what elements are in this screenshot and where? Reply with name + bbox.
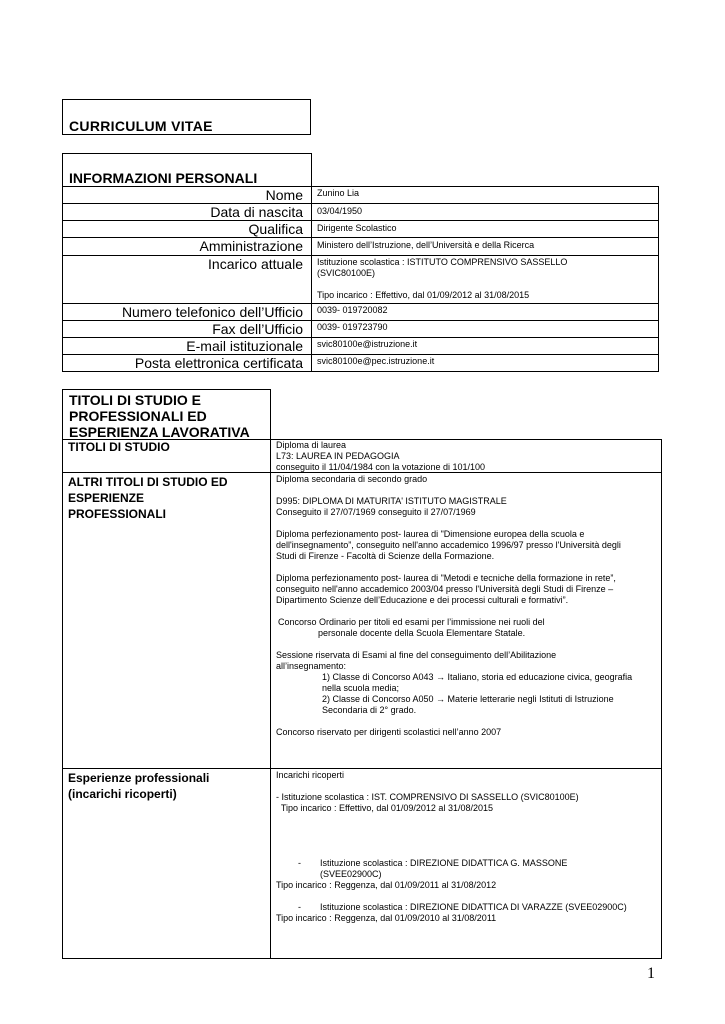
value-amministrazione: Ministero dell’Istruzione, dell’Università e della Ricerca [317,240,535,250]
label-fax: Fax dell’Ufficio [212,321,303,337]
personal-section-title: INFORMAZIONI PERSONALI [69,170,258,186]
page-number: 1 [647,965,655,982]
value-qualifica: Dirigente Scolastico [317,223,397,233]
titoli-studio-content: Diploma di laurea L73: LAUREA IN PEDAGOGIA conseguito il 11/04/1984 con la votazione di 101/100 [276,440,485,472]
value-fax: 0039- 019723790 [317,322,388,332]
label-qualifica: Qualifica [248,221,303,237]
titles-table-divider [270,439,271,959]
altri-titoli-label: ALTRI TITOLI DI STUDIO ED ESPERIENZE PROFESSIONALI [68,475,228,521]
value-data-nascita: 03/04/1950 [317,206,363,216]
altri-titoli-content: Diploma secondaria di secondo grado D995: DIPLOMA DI MATURITA' ISTITUTO MAGISTRALE Conseguito il 27/07/1969 conseguito il 27/07/1969 Diploma perfezionamento post- laurea di "Dimensione europea della scuola e dell'insegnamento”, conseguito nell'anno accademico 1996/97 presso l'Università degli Studi di Firenze - Facoltà di Scienze della Formazione. Diploma perfezionamento post- laurea di "Metodi e tecniche della formazione in rete”, conseguito nell'anno accademico 2003/04 presso l'Università degli Studi di Firenze – Dipartimento Scienze dell’Educazione e dei processi culturali e formativi”. Concorso Ordinario per titoli ed esami per l’immissione nei ruoli del personale docente della Scuola Elementare Statale. Sessione riservata di Esami al fine del conseguimento dell’Abilitazione all’insegnamento: 1) Classe di Concorso A043 → Italiano, storia ed educazione civica, geografia nella scuola media; 2) Classe di Concorso A050 → Materie letterarie negli Istituti di Istruzione Secondaria di 2° grado. Concorso riservato per dirigenti scolastici nell’anno 2007 [276,474,633,737]
value-nome: Zunino Lia [317,188,360,198]
value-email: svic80100e@istruzione.it [317,339,418,349]
value-incarico-attuale: Istituzione scolastica : ISTITUTO COMPRENSIVO SASSELLO (SVIC80100E) Tipo incarico : Effettivo, dal 01/09/2012 al 31/08/2015 [317,257,568,300]
titoli-studio-label: TITOLI DI STUDIO [68,440,170,454]
value-pec: svic80100e@pec.istruzione.it [317,356,435,366]
label-amministrazione: Amministrazione [199,238,303,254]
label-pec: Posta elettronica certificata [134,355,303,371]
label-email: E-mail istituzionale [186,338,303,354]
titles-header-box [62,389,271,440]
label-data-nascita: Data di nascita [210,204,303,220]
personal-header-box [62,153,312,187]
value-telefono: 0039- 019720082 [317,305,388,315]
personal-table-divider [311,186,312,372]
esperienze-content: Incarichi ricoperti - Istituzione scolastica : IST. COMPRENSIVO DI SASSELLO (SVIC80100E) Tipo incarico : Effettivo, dal 01/09/2012 al 31/08/2015 - Istituzione scolastica : DIREZIONE DIDATTICA G. MASSONE (SVEE02900C) Tipo incarico : Reggenza, dal 01/09/2011 al 31/08/2012 - Istituzione scolastica : DIREZIONE DIDATTICA DI VARAZZE (SVEE02900C) Tipo incarico : Reggenza, dal 01/09/2010 al 31/08/2011 [276,770,627,923]
label-telefono: Numero telefonico dell’Ufficio [121,304,303,320]
esperienze-label: Esperienze professionali (incarichi ricoperti) [68,771,210,801]
label-incarico-attuale: Incarico attuale [208,256,303,272]
cv-title-box [62,99,311,135]
titles-section-title: TITOLI DI STUDIO E PROFESSIONALI ED ESPERIENZA LAVORATIVA [69,392,250,440]
cv-title: CURRICULUM VITAE [69,118,213,134]
label-nome: Nome [265,187,303,203]
